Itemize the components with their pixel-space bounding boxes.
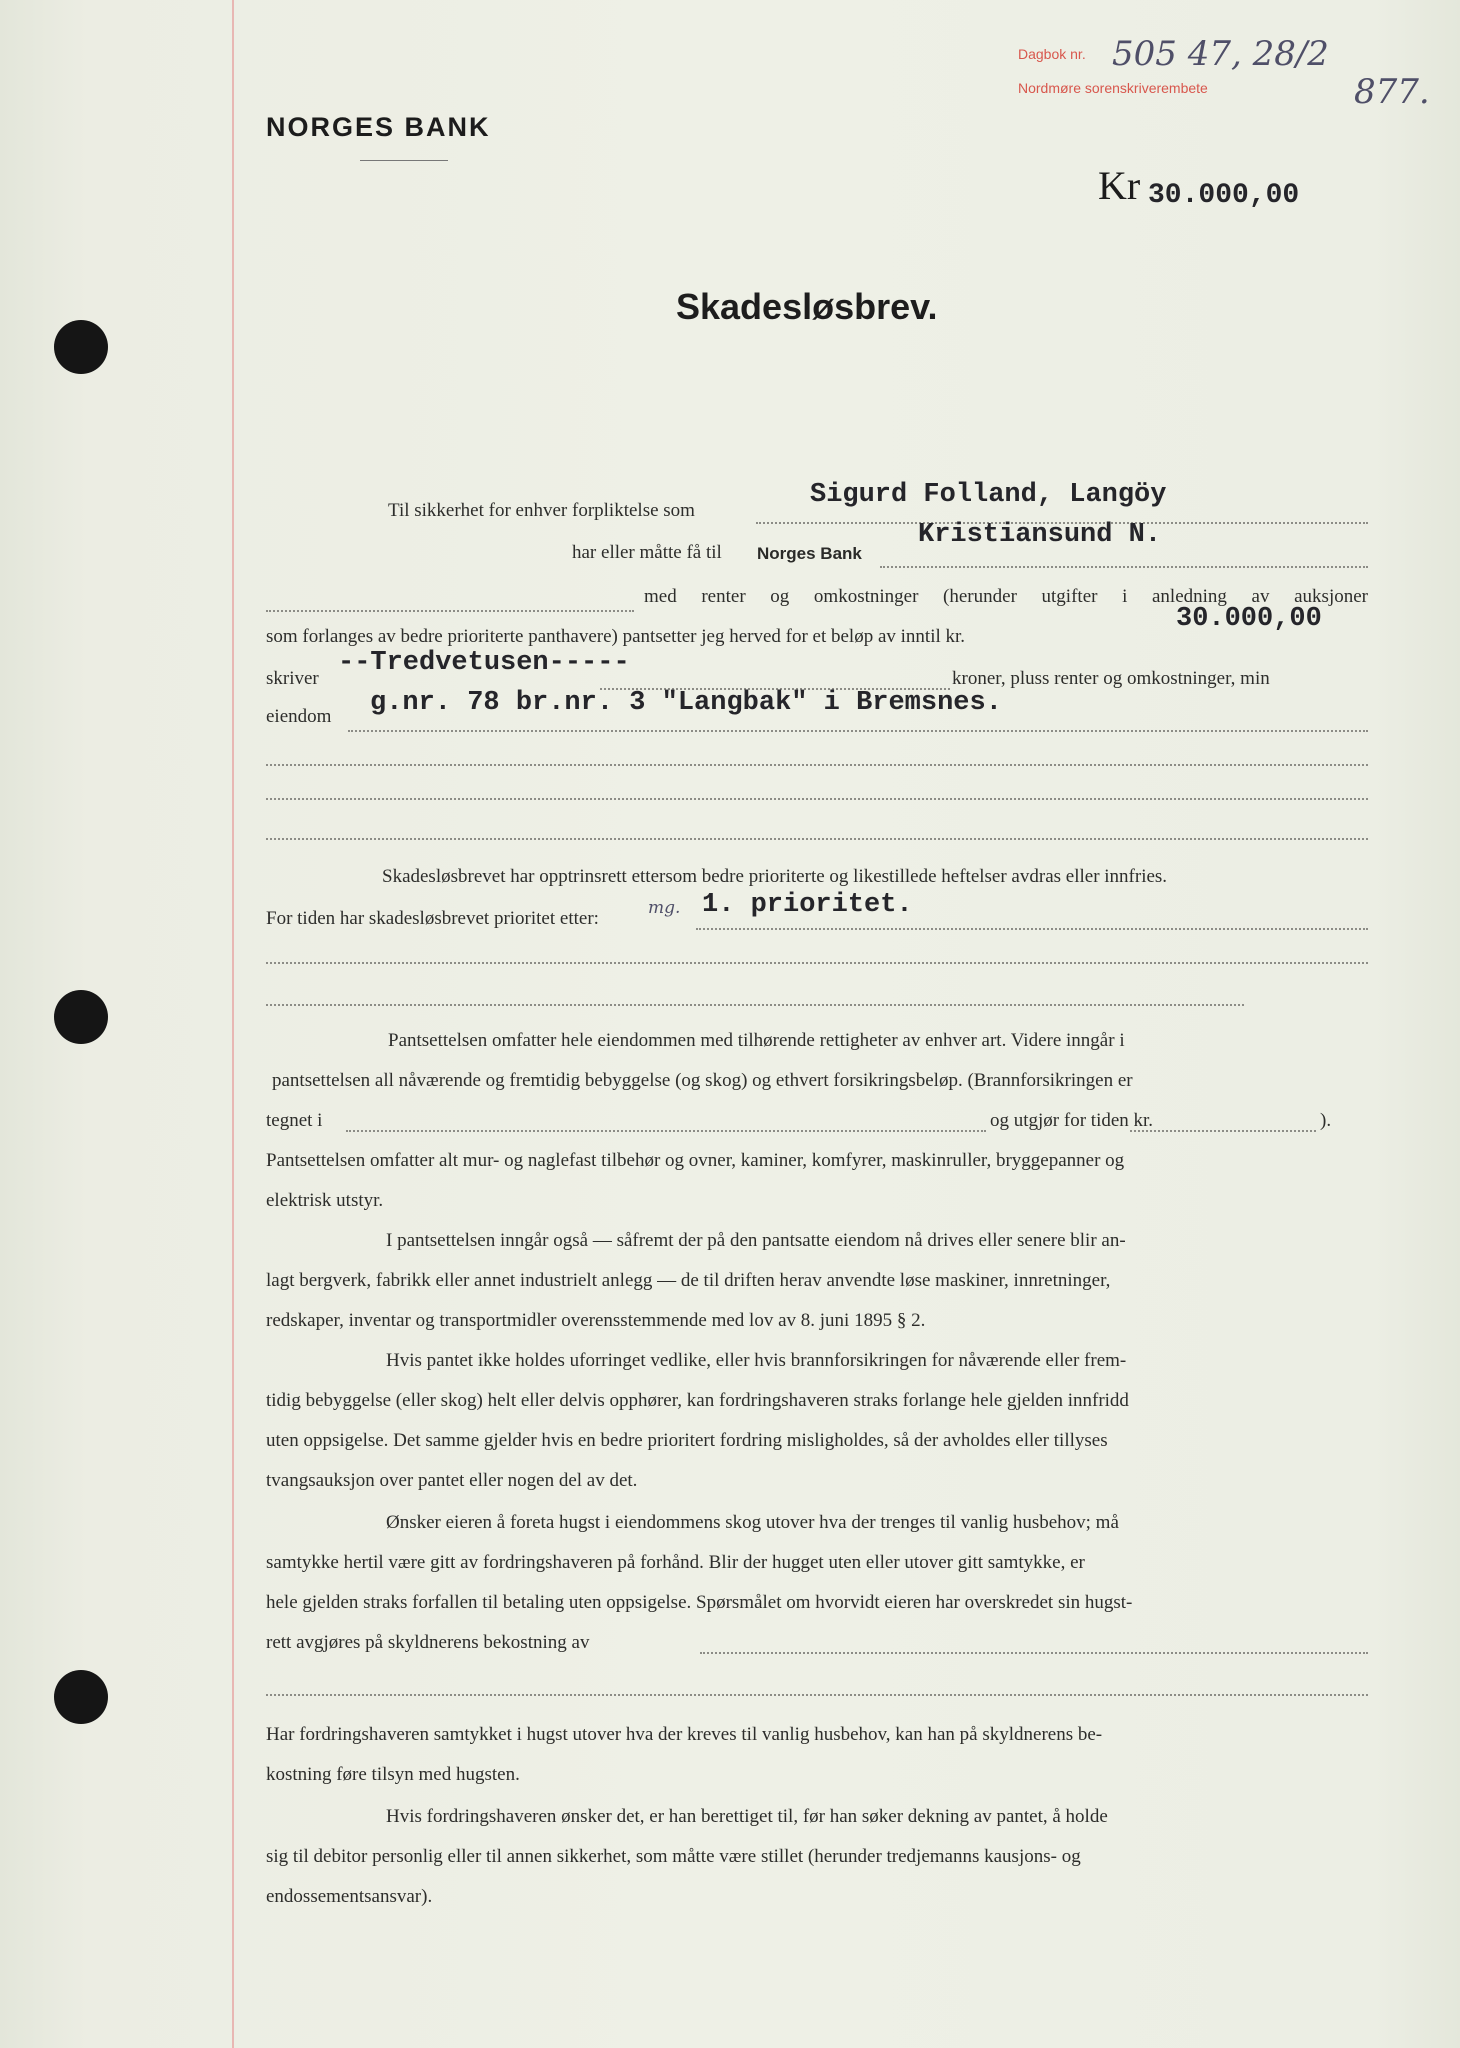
form-line3-text: med renter og omkostninger (herunder utgifter i anledning av auksjoner	[644, 586, 1368, 607]
amount-prefix: Kr	[1098, 163, 1141, 208]
form-line5-tail: kroner, pluss renter og omkostninger, min	[952, 668, 1270, 689]
priority-label: For tiden har skadesløsbrevet prioritet etter:	[266, 908, 599, 929]
text-line: sig til debitor personlig eller til annen sikkerhet, som måtte være stillet (herunder tredjemanns kausjons- og	[266, 1846, 1081, 1867]
text-line: rett avgjøres på skyldnerens bekostning av	[266, 1632, 590, 1653]
form-line6-label: eiendom	[266, 706, 332, 727]
text-line: uten oppsigelse. Det samme gjelder hvis en bedre prioritert fordring misligholdes, så der avholdes eller tillyses	[266, 1430, 1108, 1451]
hugst-dotted	[700, 1652, 1368, 1654]
form-line6-dotted	[348, 730, 1368, 732]
text-line: redskaper, inventar og transportmidler overensstemmende med lov av 8. juni 1895 § 2.	[266, 1310, 926, 1331]
insured-label: tegnet i	[266, 1110, 323, 1131]
blank-dotted-line	[266, 1694, 1368, 1696]
document-title: Skadesløsbrev.	[676, 286, 938, 327]
margin-line	[232, 0, 234, 2048]
text-line: tidig bebyggelse (eller skog) helt eller delvis opphører, kan fordringshaveren straks forlange hele gjelden innfridd	[266, 1390, 1129, 1411]
amount-value: 30.000,00	[1148, 180, 1300, 211]
form-line2-dotted	[880, 566, 1368, 568]
header-rule	[360, 160, 448, 161]
form-line1-label: Til sikkerhet for enhver forpliktelse som	[388, 500, 695, 521]
registry-stamp-line1: Dagbok nr.	[1018, 46, 1086, 62]
bank-name: NORGES BANK	[266, 112, 491, 142]
punch-hole	[54, 1670, 108, 1724]
priority-handwritten: mg.	[648, 898, 681, 918]
text-line: lagt bergverk, fabrikk eller annet industrielt anlegg — de til driften herav anvendte løse maskiner, innretninger,	[266, 1270, 1111, 1291]
creditor-city: Kristiansund N.	[918, 520, 1162, 550]
text-line: pantsettelsen all nåværende og fremtidig bebyggelse (og skog) og ethvert forsikringsbeløp. (Brannforsikringen er	[272, 1070, 1133, 1091]
form-line5-label: skriver	[266, 668, 319, 689]
text-line: samtykke hertil være gitt av fordringshaveren på forhånd. Blir der hugget uten eller utover gitt samtykke, er	[266, 1552, 1085, 1573]
blank-dotted-line	[266, 764, 1368, 766]
blank-dotted-line	[266, 798, 1368, 800]
insured-amount-dotted	[1130, 1130, 1316, 1132]
blank-dotted-line	[266, 962, 1368, 964]
property-description: g.nr. 78 br.nr. 3 "Langbak" i Bremsnes.	[370, 688, 1002, 718]
text-line: Ønsker eieren å foreta hugst i eiendommens skog utover hva der trenges til vanlig husbehov; må	[386, 1512, 1119, 1533]
form-line4-text: som forlanges av bedre prioriterte panthavere) pantsetter jeg herved for et beløp av inntil kr.	[266, 626, 966, 647]
pledge-amount: 30.000,00	[1176, 604, 1322, 634]
insured-amount-label: og utgjør for tiden kr.	[990, 1110, 1154, 1131]
registry-number-handwritten: 505 47, 28/2	[1112, 34, 1329, 74]
insured-close: ).	[1320, 1110, 1332, 1131]
punch-hole	[54, 990, 108, 1044]
text-line: hele gjelden straks forfallen til betaling uten oppsigelse. Spørsmålet om hvorvidt eieren har overskredet sin hugst-	[266, 1592, 1133, 1613]
debtor-name: Sigurd Folland, Langöy	[810, 480, 1167, 510]
priority-value: 1. prioritet.	[702, 890, 913, 920]
registry-stamp-line2: Nordmøre sorenskriverembete	[1018, 80, 1208, 96]
creditor-bank: Norges Bank	[757, 544, 862, 563]
text-line: elektrisk utstyr.	[266, 1190, 384, 1211]
text-line: Pantsettelsen omfatter hele eiendommen med tilhørende rettigheter av enhver art. Videre inngår i	[388, 1030, 1125, 1051]
text-line: Hvis pantet ikke holdes uforringet vedlike, eller hvis brannforsikringen for nåværende eller frem-	[386, 1350, 1127, 1371]
priority-sentence: Skadesløsbrevet har opptrinsrett ettersom bedre prioriterte og likestillede heftelser avdras eller innfries.	[382, 866, 1168, 887]
priority-dotted	[696, 928, 1368, 930]
text-line: kostning føre tilsyn med hugsten.	[266, 1764, 520, 1785]
text-line: Har fordringshaveren samtykket i hugst utover hva der kreves til vanlig husbehov, kan han på skyldnerens be-	[266, 1724, 1103, 1745]
page-number-handwritten: 877.	[1354, 72, 1430, 112]
text-line: Pantsettelsen omfatter alt mur- og naglefast tilbehør og ovner, kaminer, komfyrer, maskinruller, bryggepanner og	[266, 1150, 1125, 1171]
text-line: I pantsettelsen inngår også — såfremt der på den pantsatte eiendom nå drives eller senere blir an-	[386, 1230, 1126, 1251]
punch-hole	[54, 320, 108, 374]
text-line: tvangsauksjon over pantet eller nogen del av det.	[266, 1470, 638, 1491]
form-line3-dotted	[266, 610, 634, 612]
text-line: endossementsansvar).	[266, 1886, 433, 1907]
amount-in-words: --Tredvetusen-----	[338, 648, 630, 678]
insured-dotted	[346, 1130, 986, 1132]
form-line2-label: har eller måtte få til	[572, 542, 722, 563]
blank-dotted-line	[266, 1004, 1244, 1006]
text-line: Hvis fordringshaveren ønsker det, er han berettiget til, før han søker dekning av pantet, å holde	[386, 1806, 1108, 1827]
blank-dotted-line	[266, 838, 1368, 840]
